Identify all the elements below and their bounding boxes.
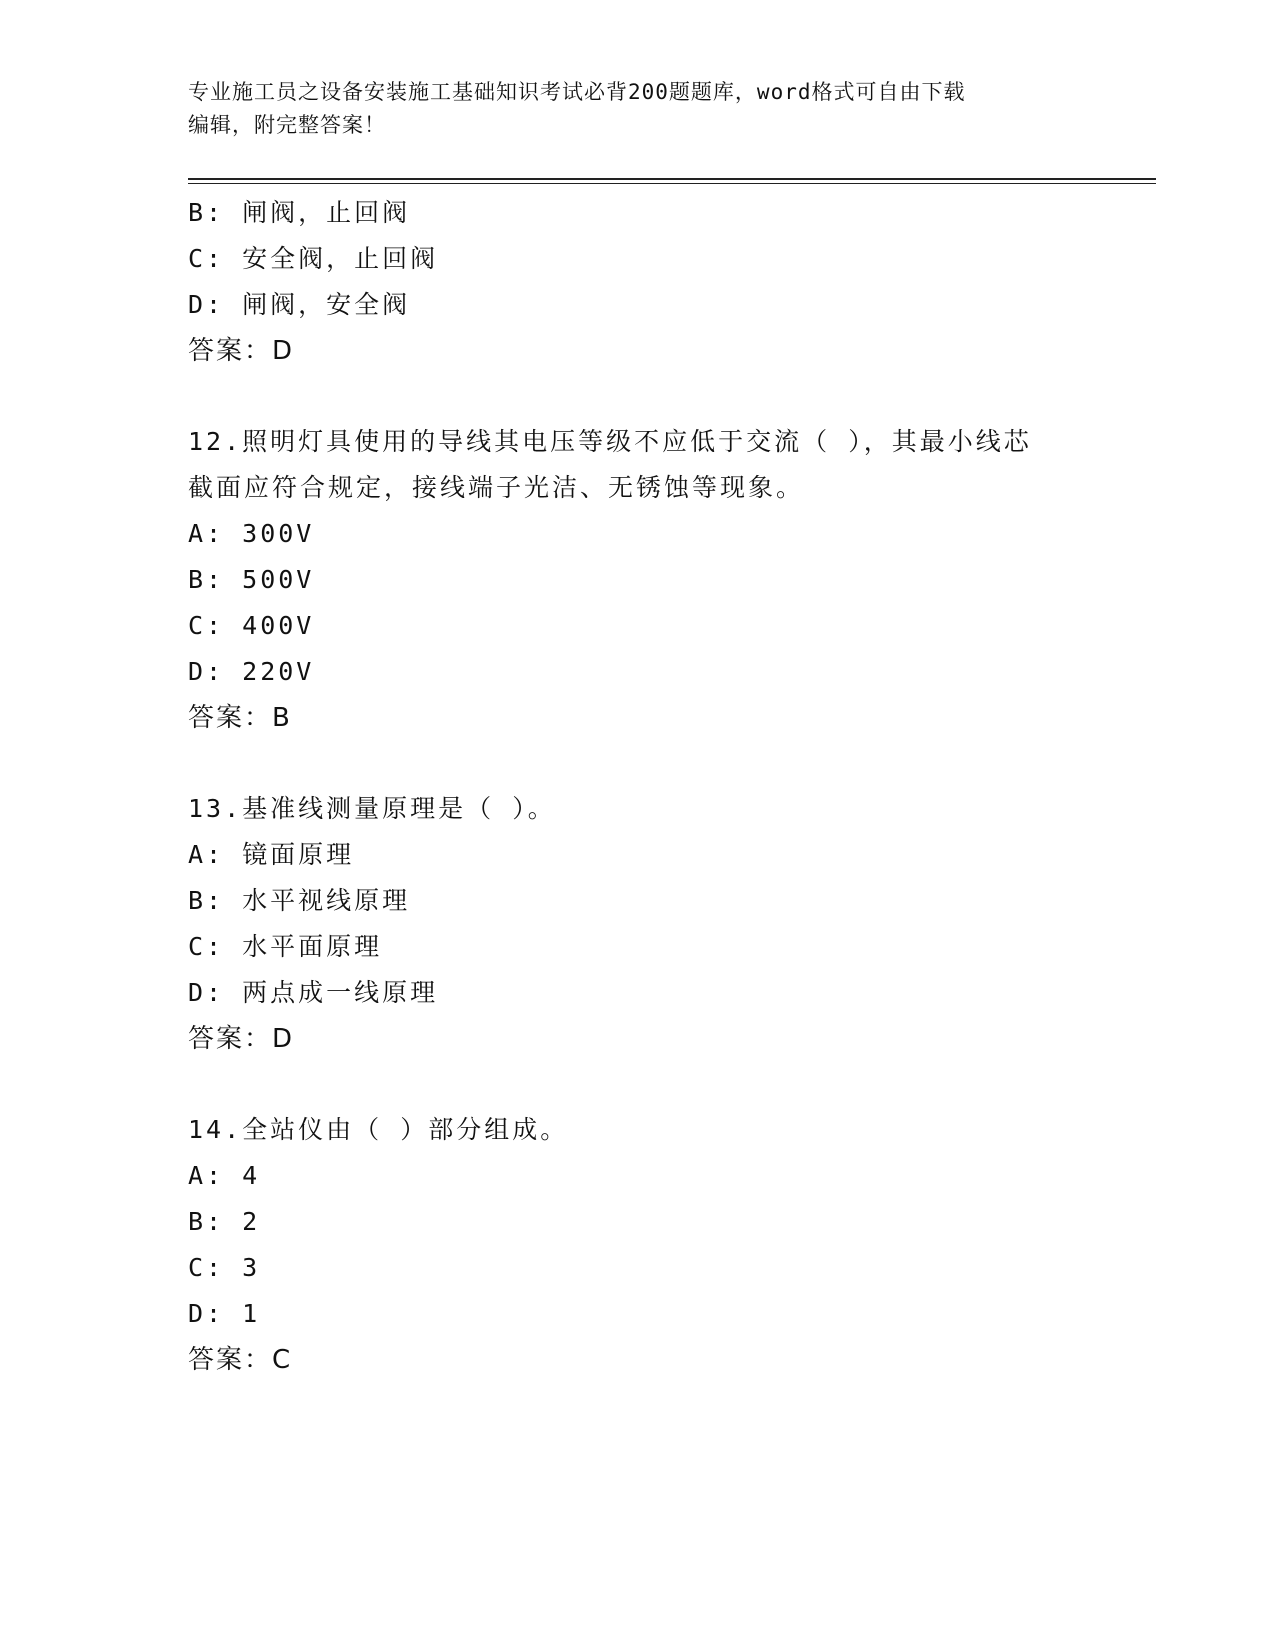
option-d: D: 1 <box>188 1299 261 1328</box>
question-list <box>188 190 1088 1383</box>
option-b: B: 闸阀，止回阀 <box>188 198 411 227</box>
option-c: C: 水平面原理 <box>188 932 383 961</box>
answer-line: 答案：D <box>188 336 295 366</box>
option-b: B: 水平视线原理 <box>188 886 411 915</box>
answer-line: 答案：B <box>188 703 292 733</box>
header-title-line2: 编辑，附完整答案！ <box>188 113 386 137</box>
header-divider-thick <box>188 178 1156 180</box>
question-block-12 <box>188 419 1088 741</box>
option-c: C: 安全阀，止回阀 <box>188 244 439 273</box>
option-c: C: 3 <box>188 1253 261 1282</box>
question-stem: 13.基准线测量原理是（ ）。 <box>188 794 556 823</box>
answer-line: 答案：C <box>188 1345 293 1375</box>
document-header <box>188 76 1088 142</box>
spacer <box>188 374 1088 419</box>
option-d: D: 两点成一线原理 <box>188 978 439 1007</box>
option-c: C: 400V <box>188 611 315 640</box>
option-b: B: 500V <box>188 565 315 594</box>
option-a: A: 300V <box>188 519 315 548</box>
option-a: A: 4 <box>188 1161 261 1190</box>
spacer <box>188 741 1088 786</box>
header-divider-thin <box>188 183 1156 184</box>
question-stem-continued: 截面应符合规定，接线端子光洁、无锈蚀等现象。 <box>188 473 805 502</box>
option-d: D: 闸阀，安全阀 <box>188 290 411 319</box>
answer-line: 答案：D <box>188 1024 295 1054</box>
question-block-11 <box>188 190 1088 374</box>
option-d: D: 220V <box>188 657 315 686</box>
option-b: B: 2 <box>188 1207 261 1236</box>
option-a: A: 镜面原理 <box>188 840 355 869</box>
question-block-13 <box>188 786 1088 1062</box>
spacer <box>188 1062 1088 1107</box>
header-title-line1: 专业施工员之设备安装施工基础知识考试必背200题题库，word格式可自由下载 <box>188 80 966 104</box>
question-block-14 <box>188 1107 1088 1383</box>
question-stem: 12.照明灯具使用的导线其电压等级不应低于交流（ ），其最小线芯 <box>188 427 1032 456</box>
question-stem: 14.全站仪由（ ）部分组成。 <box>188 1115 569 1144</box>
